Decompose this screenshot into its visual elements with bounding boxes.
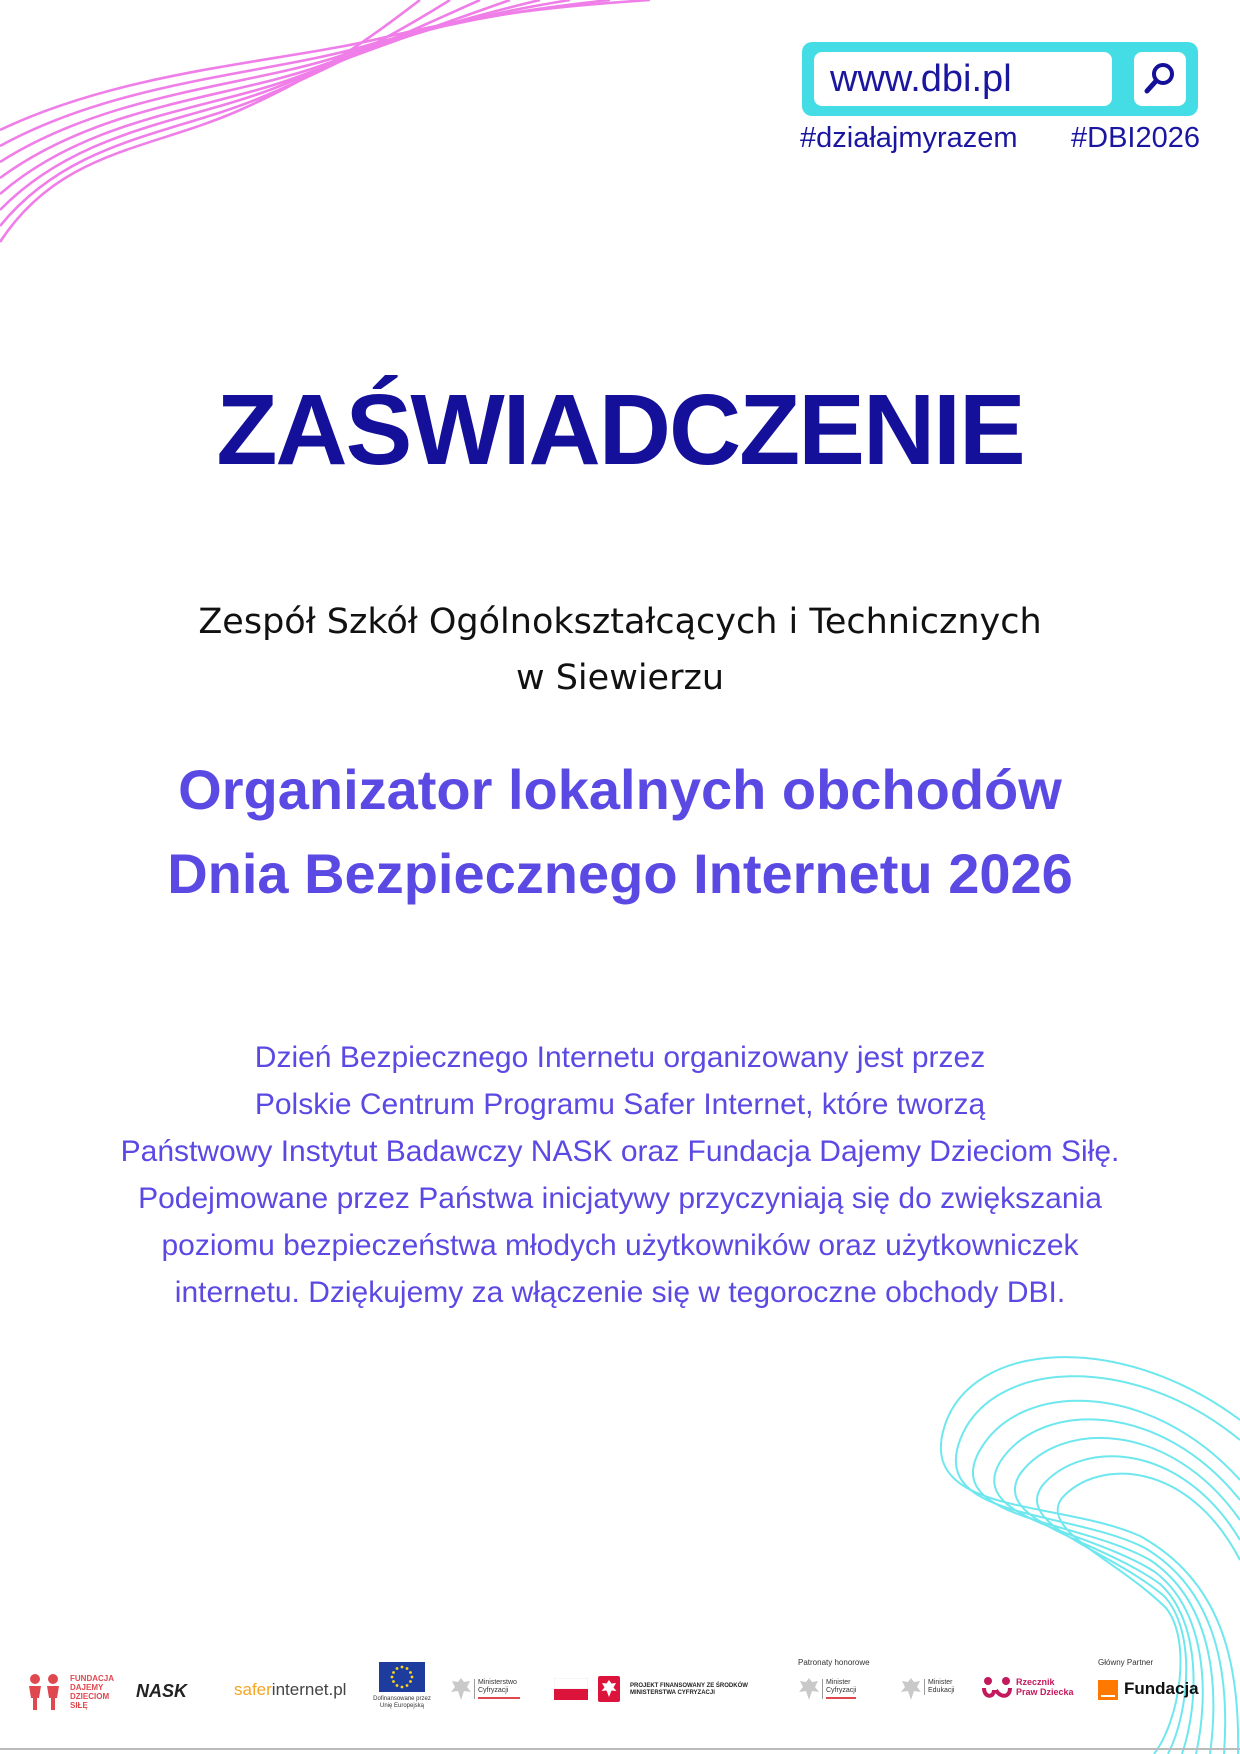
- minister-cyfryzacji-logo: [798, 1676, 878, 1706]
- projekt-line: PROJEKT FINANSOWANY ZE ŚRODKÓW: [630, 1683, 748, 1689]
- search-icon: [1134, 52, 1186, 106]
- projekt-line: MINISTERSTWA CYFRYZACJI: [630, 1690, 715, 1696]
- certificate-title: ZAŚWIADCZENIE: [216, 374, 1024, 486]
- fdds-line: FUNDACJA: [70, 1674, 114, 1683]
- minister-cyfryzacji-line: Minister: [826, 1679, 851, 1686]
- body-line: internetu. Dziękujemy za włączenie się w tegoroczne obchody DBI.: [174, 1276, 1066, 1309]
- rzecznik-line: Praw Dziecka: [1016, 1687, 1074, 1697]
- minister-edukacji-line: Minister: [928, 1679, 953, 1686]
- fundacja-text: Fundacja: [1124, 1679, 1199, 1698]
- eagle-emblem-icon: [798, 1676, 820, 1702]
- hashtag-dbi2026: #DBI2026: [1071, 122, 1200, 154]
- nask-logo: NASK: [136, 1681, 188, 1701]
- body-line: Polskie Centrum Programu Safer Internet, które tworzą: [254, 1088, 986, 1121]
- fdds-line: DAJEMY: [70, 1683, 104, 1692]
- body-line: Podejmowane przez Państwa inicjatywy przyczyniają się do zwiększania: [138, 1182, 1102, 1215]
- fdds-line: DZIECIOM: [70, 1692, 110, 1701]
- children-icon: [26, 1672, 64, 1712]
- hashtags: [800, 122, 1200, 155]
- hashtag-dzialajmyrazem: #działajmyrazem: [800, 122, 1018, 154]
- body-paragraph: [40, 1034, 1200, 1316]
- school-name: [0, 594, 1240, 706]
- school-name-line2: w Siewierzu: [515, 658, 725, 698]
- ministerstwo-line: Ministerstwo: [478, 1679, 517, 1686]
- eagle-emblem-icon: [900, 1676, 922, 1702]
- minister-edukacji-logo: [900, 1676, 970, 1706]
- search-url-text: www.dbi.pl: [814, 52, 1112, 106]
- school-name-line1: Zespół Szkół Ogólnokształcących i Technicznych: [198, 602, 1042, 642]
- saferinternet-suffix: internet.pl: [271, 1680, 347, 1699]
- pink-wave-decoration: [0, 0, 700, 250]
- ministerstwo-cyfryzacji-logo: [450, 1676, 530, 1706]
- polish-eagle-icon: [598, 1676, 620, 1702]
- rzecznik-icon: [980, 1674, 1014, 1700]
- role-line2: Dnia Bezpiecznego Internetu 2026: [167, 842, 1073, 905]
- minister-cyfryzacji-underline: [826, 1697, 856, 1699]
- saferinternet-logo: [234, 1680, 346, 1700]
- eu-logo: [372, 1662, 432, 1718]
- fdds-logo: [26, 1672, 116, 1716]
- rzecznik-praw-dziecka-logo: [980, 1674, 1080, 1704]
- role-heading: [0, 748, 1240, 916]
- ministerstwo-underline: [478, 1697, 520, 1699]
- body-line: Państwowy Instytut Badawczy NASK oraz Fundacja Dajemy Dzieciom Siłę.: [120, 1135, 1120, 1168]
- eu-line: Unię Europejską: [379, 1703, 425, 1709]
- glowny-partner-label: Główny Partner: [1098, 1658, 1154, 1667]
- minister-edukacji-line: Edukacji: [928, 1687, 955, 1694]
- saferinternet-prefix: safer: [234, 1680, 272, 1699]
- eu-flag-icon: [379, 1662, 425, 1692]
- projekt-finansowany-logo: [554, 1676, 784, 1706]
- footer-logos: [0, 1650, 1240, 1740]
- search-bar: [802, 42, 1198, 116]
- fdds-line: SIŁĘ: [70, 1701, 88, 1710]
- minister-cyfryzacji-line: Cyfryzacji: [826, 1687, 857, 1694]
- eagle-emblem-icon: [450, 1676, 472, 1702]
- orange-fundacja-logo: [1098, 1678, 1208, 1702]
- body-line: Dzień Bezpiecznego Internetu organizowany jest przez: [254, 1041, 986, 1074]
- poland-flag-icon: [554, 1678, 588, 1700]
- ministerstwo-line: Cyfryzacji: [478, 1687, 509, 1694]
- rzecznik-line: Rzecznik: [1016, 1677, 1055, 1687]
- patronaty-label: Patronaty honorowe: [798, 1658, 870, 1667]
- bottom-border: [0, 1748, 1240, 1750]
- orange-square-icon: [1098, 1680, 1118, 1700]
- eu-line: Dofinansowane przez: [373, 1696, 431, 1702]
- role-line1: Organizator lokalnych obchodów: [178, 758, 1062, 821]
- body-line: poziomu bezpieczeństwa młodych użytkowników oraz użytkowniczek: [161, 1229, 1079, 1262]
